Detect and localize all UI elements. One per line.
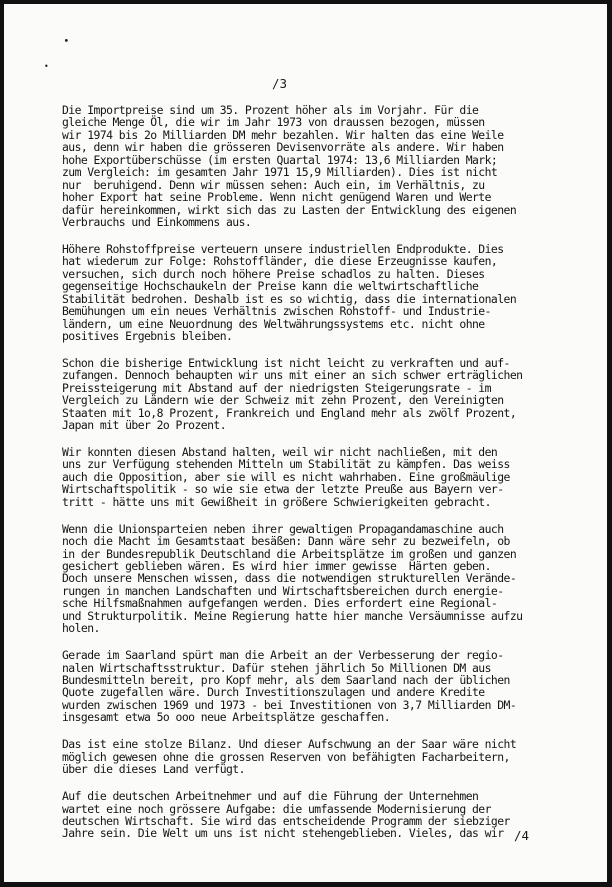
- text-line: Das ist eine stolze Bilanz. Und dieser Aufschwung an der Saar wäre nicht: [62, 737, 517, 752]
- text-line: gegenseitige Hochschaukeln der Preise kann die weltwirtschaftliche: [62, 279, 479, 294]
- body-text: [62, 104, 598, 854]
- paragraph: [62, 649, 598, 724]
- text-line: zufangen. Dennoch behaupten wir uns mit einer an sich schwer erträglichen: [62, 368, 523, 383]
- text-line: Jahre sein. Die Welt um uns ist nicht stehengeblieben. Vieles, das wir: [62, 826, 504, 841]
- scan-mark: •: [61, 35, 73, 48]
- text-line: Doch unsere Menschen wissen, dass die notwendigen strukturellen Verände-: [62, 571, 517, 586]
- text-line: uns zur Verfügung stehenden Mitteln um Stabilität zu kämpfen. Das weiss: [62, 457, 510, 472]
- text-line: Schon die bisherige Entwicklung ist nicht leicht zu verkraften und auf-: [62, 355, 510, 370]
- text-line: dafür hereinkommen, wirkt sich das zu Lasten der Entwicklung des eigenen: [62, 202, 517, 217]
- text-line: hat wiederum zur Folge: Rohstoffländer, die diese Erzeugnisse kaufen,: [62, 254, 498, 269]
- text-line: nalen Wirtschaftsstruktur. Dafür stehen jährlich 5o Millionen DM aus: [62, 660, 491, 675]
- next-page-number: /4: [514, 828, 530, 843]
- text-line: über die dieses Land verfügt.: [62, 762, 245, 777]
- text-line: Die Importpreise sind um 35. Prozent höher als im Vorjahr. Für die: [62, 103, 479, 117]
- text-line: noch die Macht im Gesamtstaat besäßen: Dann wäre sehr zu bezweifeln, ob: [62, 534, 510, 549]
- text-line: Staaten mit 1o,8 Prozent, Frankreich und England mehr als zwölf Prozent,: [62, 405, 517, 420]
- text-line: wartet eine noch grössere Aufgabe: die umfassende Modernisierung der: [62, 801, 491, 816]
- text-line: gesichert geblieben wären. Es wird hier immer gewisse Härten geben.: [62, 559, 491, 573]
- text-line: nur beruhigend. Denn wir müssen sehen: Auch ein, im Verhältnis, zu: [62, 177, 485, 192]
- text-line: gleiche Menge Öl, die wir im Jahr 1973 von draussen bezogen, müssen: [62, 115, 485, 130]
- text-line: wir 1974 bis 2o Milliarden DM mehr bezahlen. Wir halten das eine Weile: [62, 127, 504, 142]
- scan-mark: •: [44, 62, 49, 71]
- text-line: Gerade im Saarland spürt man die Arbeit an der Verbesserung der regio-: [62, 648, 504, 663]
- text-line: Auf die deutschen Arbeitnehmer und auf die Führung der Unternehmen: [62, 789, 479, 804]
- text-line: positives Ergebnis bleiben.: [62, 328, 233, 343]
- text-line: tritt - hätte uns mit Gewißheit in größere Schwierigkeiten gebracht.: [62, 494, 491, 509]
- text-line: und Strukturpolitik. Meine Regierung hatte hier manche Versäumnisse aufzu: [62, 608, 523, 623]
- text-line: Bundesmitteln bereit, pro Kopf mehr, als dem Saarland nach der üblichen: [62, 673, 510, 687]
- text-line: Wenn die Unionsparteien neben ihrer gewaltigen Propagandamaschine auch: [62, 521, 504, 536]
- text-line: hohe Exportüberschüsse (im ersten Quartal 1974: 13,6 Milliarden Mark;: [62, 152, 498, 167]
- text-line: ländern, um eine Neuordnung des Weltwährungssystems etc. nicht ohne: [62, 316, 485, 331]
- text-line: Verbrauchs und Einkommens aus.: [62, 214, 252, 229]
- text-line: Wir konnten diesen Abstand halten, weil wir nicht nachließen, mit den: [62, 445, 498, 459]
- text-line: Preissteigerung mit Abstand auf der niedrigsten Steigerungsrate - im: [62, 380, 491, 395]
- text-line: auch die Opposition, aber sie will es nicht wahrhaben. Eine großmäulige: [62, 469, 510, 484]
- paragraph: [62, 523, 598, 635]
- text-line: Höhere Rohstoffpreise verteuern unsere industriellen Endprodukte. Dies: [62, 241, 504, 256]
- text-line: insgesamt etwa 5o ooo neue Arbeitsplätze geschaffen.: [62, 710, 391, 725]
- text-line: Japan mit über 2o Prozent.: [62, 418, 227, 433]
- page-number: /3: [272, 76, 288, 91]
- text-line: Wirtschaftspolitik - so wie sie etwa der letzte Preuße aus Bayern ver-: [62, 482, 504, 497]
- text-line: möglich gewesen ohne die grossen Reserven von befähigten Facharbeitern,: [62, 749, 510, 764]
- text-line: Vergleich zu Ländern wie der Schweiz mit zehn Prozent, den Vereinigten: [62, 393, 504, 408]
- text-line: aus, denn wir haben die grösseren Devisenvorräte als andere. Wir haben: [62, 140, 504, 155]
- text-line: hoher Export hat seine Probleme. Wenn nicht genügend Waren und Werte: [62, 190, 491, 205]
- paragraph: [62, 104, 598, 228]
- text-line: versuchen, sich durch noch höhere Preise schadlos zu halten. Dieses: [62, 266, 485, 281]
- paragraph: [62, 738, 598, 775]
- text-line: deutschen Wirtschaft. Sie wird das entscheidende Programm der siebziger: [62, 813, 510, 828]
- document-page: [4, 4, 607, 882]
- text-line: wurden zwischen 1969 und 1973 - bei Investitionen von 3,7 Milliarden DM-: [62, 697, 517, 712]
- text-line: zum Vergleich: im gesamten Jahr 1971 15,9 Milliarden). Dies ist nicht: [62, 165, 498, 180]
- text-line: Stabilität bedrohen. Deshalb ist es so wichtig, dass die internationalen: [62, 291, 517, 306]
- text-line: Quote zugefallen wäre. Durch Investitionszulagen und andere Kredite: [62, 685, 485, 700]
- paragraph: [62, 357, 598, 432]
- paragraph: [62, 446, 598, 508]
- text-line: Bemühungen um ein neues Verhältnis zwischen Rohstoff- und Industrie-: [62, 304, 491, 319]
- paragraph: [62, 243, 598, 343]
- text-line: holen.: [62, 621, 100, 636]
- text-line: rungen in manchen Landschaften und Wirtschaftsbereichen durch energie-: [62, 583, 504, 598]
- text-line: sche Hilfsmaßnahmen aufgefangen werden. Dies erfordert eine Regional-: [62, 596, 498, 611]
- text-line: in der Bundesrepublik Deutschland die Arbeitsplätze im großen und ganzen: [62, 546, 517, 561]
